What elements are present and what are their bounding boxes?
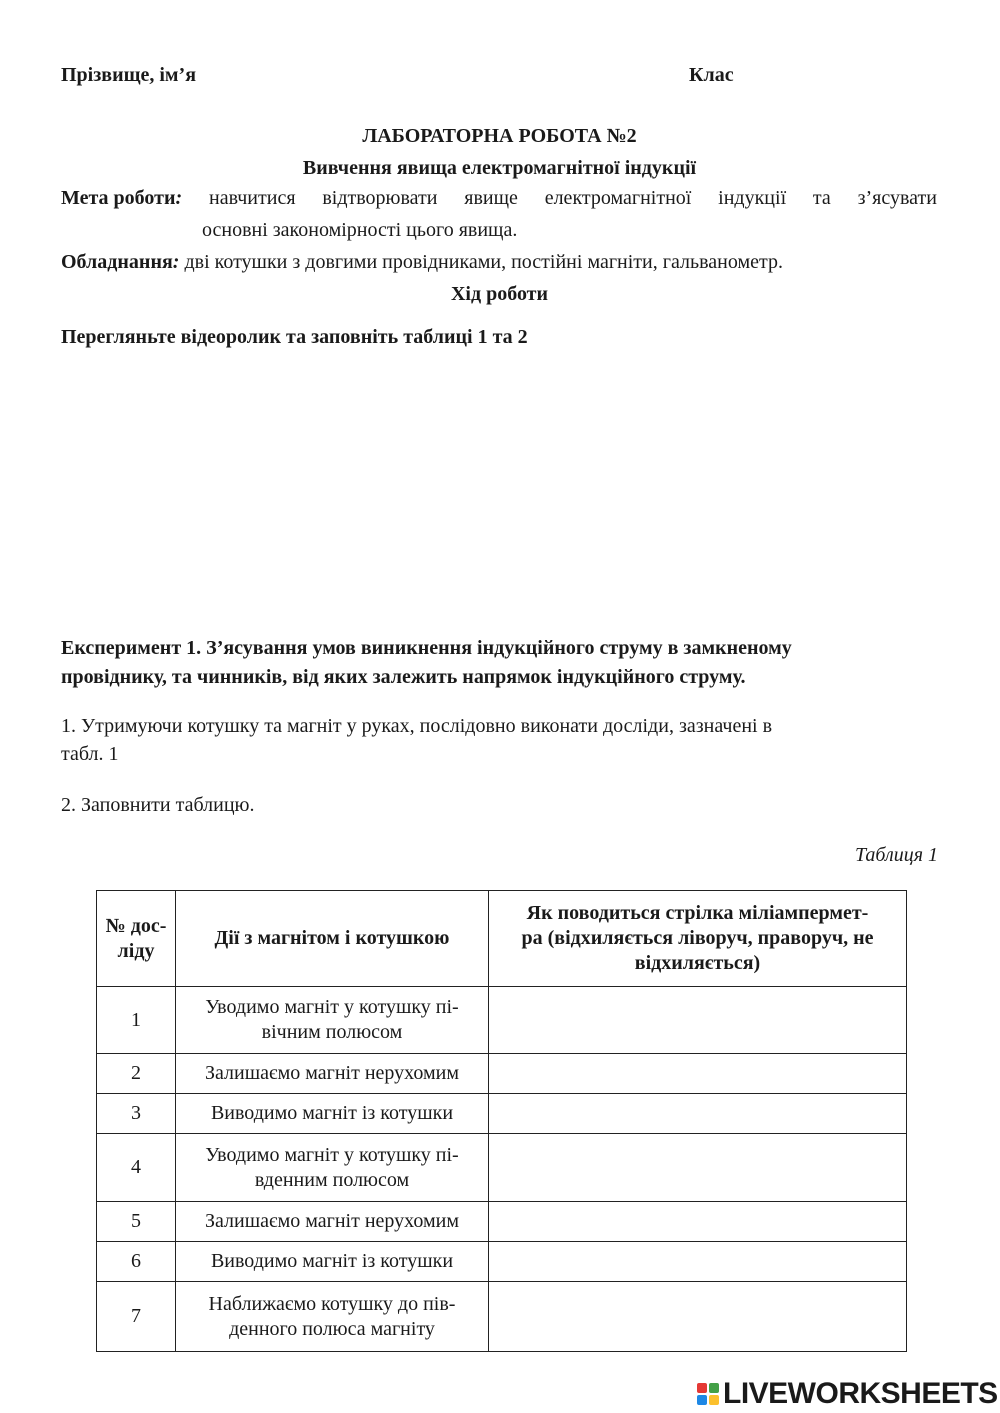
row-number: 4: [97, 1134, 176, 1202]
goal-word: навчитися: [208, 187, 296, 209]
lab-title: ЛАБОРАТОРНА РОБОТА №2: [362, 125, 637, 147]
logo-square-red: [697, 1383, 707, 1393]
row-action: Наближаємо котушку до пів- денного полюса магніту: [176, 1282, 489, 1352]
step-1-line-1: 1. Утримуючи котушку та магніт у руках, послідовно виконати досліди, зазначені в: [61, 715, 773, 737]
instruction: Перегляньте відеоролик та заповніть таблиці 1 та 2: [61, 326, 528, 348]
row-result-cell[interactable]: [489, 1094, 907, 1134]
class-label: Клас: [689, 64, 734, 86]
lab-subtitle: Вивчення явища електромагнітної індукції: [302, 157, 697, 179]
goal-word: з’ясувати: [857, 187, 937, 209]
row-result-cell[interactable]: [489, 1282, 907, 1352]
row-result-cell[interactable]: [489, 1054, 907, 1094]
logo-square-yellow: [709, 1395, 719, 1405]
goal-word: та: [812, 187, 831, 209]
goal-line-2: основні закономірності цього явища.: [202, 219, 518, 241]
experiment-heading-line-2: провіднику, та чинників, від яких залежить напрямок індукційного струму.: [61, 666, 746, 688]
row-action: Уводимо магніт у котушку пі- вічним полюсом: [176, 987, 489, 1054]
equipment-text: дві котушки з довгими провідниками, постійні магніти, гальванометр.: [184, 251, 783, 273]
row-number: 1: [97, 987, 176, 1054]
row-number: 3: [97, 1094, 176, 1134]
table-row: [97, 1282, 907, 1352]
header-result: Як поводиться стрілка міліампермет- ра (відхиляється ліворуч, праворуч, не відхиляється): [489, 891, 907, 987]
table-row: [97, 1094, 907, 1134]
equipment-colon: :: [172, 251, 180, 273]
goal-word: відтворювати: [322, 187, 438, 209]
goal-word: явище: [464, 187, 518, 209]
goal-word: електромагнітної: [544, 187, 692, 209]
goal-line-1: [61, 185, 937, 211]
results-table: [96, 890, 907, 1352]
row-action: Виводимо магніт із котушки: [176, 1242, 489, 1282]
experiment-heading-line-1: Експеримент 1. З’ясування умов виникнення індукційного струму в замкненому: [61, 637, 792, 659]
table-row: [97, 1242, 907, 1282]
row-result-cell[interactable]: [489, 1242, 907, 1282]
logo-square-green: [709, 1383, 719, 1393]
table-row: [97, 1134, 907, 1202]
row-result-cell[interactable]: [489, 1134, 907, 1202]
row-number: 5: [97, 1202, 176, 1242]
header-actions: Дії з магнітом і котушкою: [176, 891, 489, 987]
table-header-row: [97, 891, 907, 987]
procedure-heading: Хід роботи: [450, 283, 549, 305]
row-number: 7: [97, 1282, 176, 1352]
row-action: Виводимо магніт із котушки: [176, 1094, 489, 1134]
row-number: 2: [97, 1054, 176, 1094]
table-row: [97, 1202, 907, 1242]
goal-label: Мета роботи: [61, 187, 176, 209]
equipment-label: Обладнання: [61, 251, 173, 273]
table-row: [97, 1054, 907, 1094]
row-number: 6: [97, 1242, 176, 1282]
table-caption: Таблиця 1: [855, 844, 938, 866]
step-2: 2. Заповнити таблицю.: [61, 794, 255, 816]
step-1-line-2: табл. 1: [61, 743, 119, 765]
liveworksheets-logo: [697, 1378, 998, 1410]
row-action: Залишаємо магніт нерухомим: [176, 1202, 489, 1242]
logo-square-blue: [697, 1395, 707, 1405]
row-action: Уводимо магніт у котушку пі- вденним полюсом: [176, 1134, 489, 1202]
row-result-cell[interactable]: [489, 987, 907, 1054]
header-experiment-number: № дос- ліду: [97, 891, 176, 987]
name-label: Прізвище, ім’я: [61, 64, 197, 86]
goal-word: індукції: [718, 187, 787, 209]
row-action: Залишаємо магніт нерухомим: [176, 1054, 489, 1094]
row-result-cell[interactable]: [489, 1202, 907, 1242]
equipment-line: [61, 249, 938, 275]
goal-label-group: [61, 185, 182, 211]
table-row: [97, 987, 907, 1054]
liveworksheets-logo-text: LIVEWORKSHEETS: [723, 1377, 998, 1410]
liveworksheets-mark-icon: [697, 1383, 719, 1405]
goal-colon: :: [175, 187, 183, 209]
